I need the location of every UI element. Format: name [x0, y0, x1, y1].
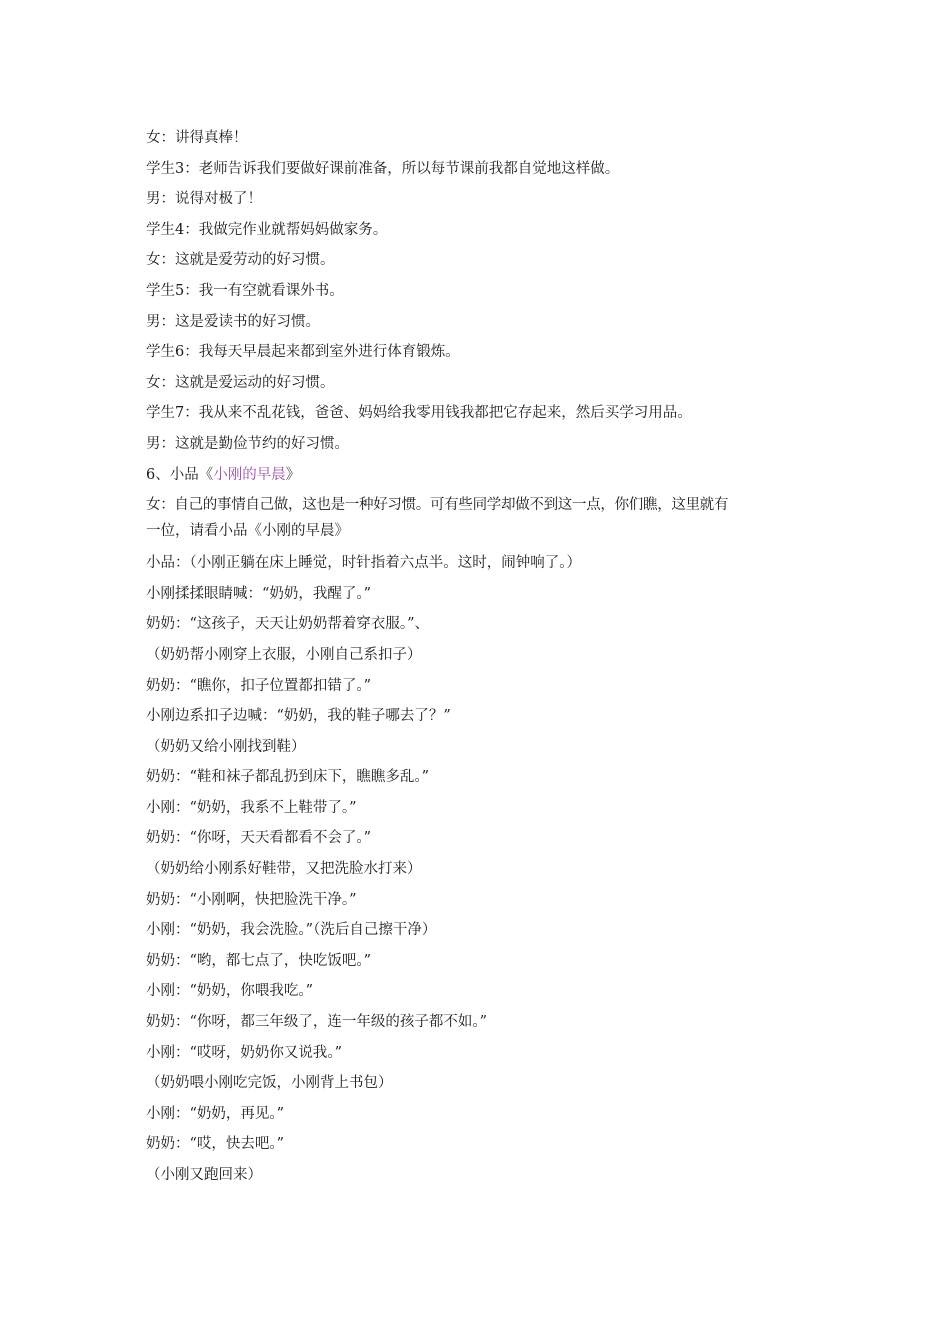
intro-paragraph-line-2: 一位，请看小品《小刚的早晨》 [146, 523, 349, 540]
text-line: 男：说得对极了！ [146, 191, 262, 208]
text-line: 学生3：老师告诉我们要做好课前准备，所以每节课前我都自觉地这样做。 [146, 160, 620, 177]
skit-line: 奶奶：“你呀，都三年级了，连一年级的孩子都不如。” [146, 1014, 488, 1031]
document-page [146, 123, 826, 1191]
skit-line: （奶奶又给小刚找到鞋） [146, 738, 306, 755]
skit-line: 小刚：“奶奶，我系不上鞋带了。” [146, 799, 357, 816]
skit-line: 小刚：“奶奶，再见。” [146, 1105, 285, 1122]
skit-line: 奶奶：“哎，快去吧。” [146, 1136, 285, 1153]
text-line: 学生4：我做完作业就帮妈妈做家务。 [146, 221, 388, 238]
skit-line: 奶奶：“鞋和袜子都乱扔到床下，瞧瞧多乱。” [146, 769, 430, 786]
text-line: 男：这是爱读书的好习惯。 [146, 313, 320, 330]
skit-line: 小刚边系扣子边喊：“奶奶，我的鞋子哪去了？” [146, 708, 451, 725]
skit-line: 小刚：“哎呀，奶奶你又说我。” [146, 1044, 343, 1061]
intro-paragraph-line-1: 女：自己的事情自己做，这也是一种好习惯。可有些同学却做不到这一点，你们瞧，这里就有 [146, 497, 729, 514]
section-suffix: 》 [285, 466, 301, 483]
text-line: 男：这就是勤俭节约的好习惯。 [146, 435, 349, 452]
text-line: 学生6：我每天早晨起来都到室外进行体育锻炼。 [146, 344, 460, 361]
skit-line: 奶奶：“小刚啊，快把脸洗干净。” [146, 891, 357, 908]
skit-line: （奶奶帮小刚穿上衣服，小刚自己系扣子） [146, 646, 422, 663]
skit-line: （奶奶给小刚系好鞋带，又把洗脸水打来） [146, 861, 422, 878]
skit-line: （奶奶喂小刚吃完饭，小刚背上书包） [146, 1075, 393, 1092]
skit-line: 奶奶：“你呀，天天看都看不会了。” [146, 830, 372, 847]
section-heading [146, 460, 826, 491]
text-line: 女：讲得真棒！ [146, 130, 248, 146]
section-prefix: 6、小品《 [146, 466, 214, 483]
skit-line: 奶奶：“瞧你，扣子位置都扣错了。” [146, 677, 372, 694]
skit-line: 小品：（小刚正躺在床上睡觉，时针指着六点半。这时，闹钟响了。） [146, 555, 581, 572]
text-line: 学生5：我一有空就看课外书。 [146, 282, 344, 299]
skit-line: 奶奶：“这孩子，天天让奶奶帮着穿衣服。”、 [146, 616, 430, 633]
skit-title-link[interactable]: 小刚的早晨 [213, 466, 286, 483]
skit-line: （小刚又跑回来） [146, 1167, 262, 1183]
skit-line: 小刚：“奶奶，你喂我吃。” [146, 983, 314, 1000]
skit-line: 奶奶：“哟，都七点了，快吃饭吧。” [146, 952, 372, 969]
skit-line: 小刚：“奶奶，我会洗脸。”（洗后自己擦干净） [146, 922, 437, 939]
text-line: 学生7：我从来不乱花钱，爸爸、妈妈给我零用钱我都把它存起来，然后买学习用品。 [146, 405, 692, 422]
text-line: 女：这就是爱运动的好习惯。 [146, 374, 335, 391]
skit-line: 小刚揉揉眼睛喊：“奶奶，我醒了。” [146, 585, 372, 602]
text-line: 女：这就是爱劳动的好习惯。 [146, 252, 335, 269]
